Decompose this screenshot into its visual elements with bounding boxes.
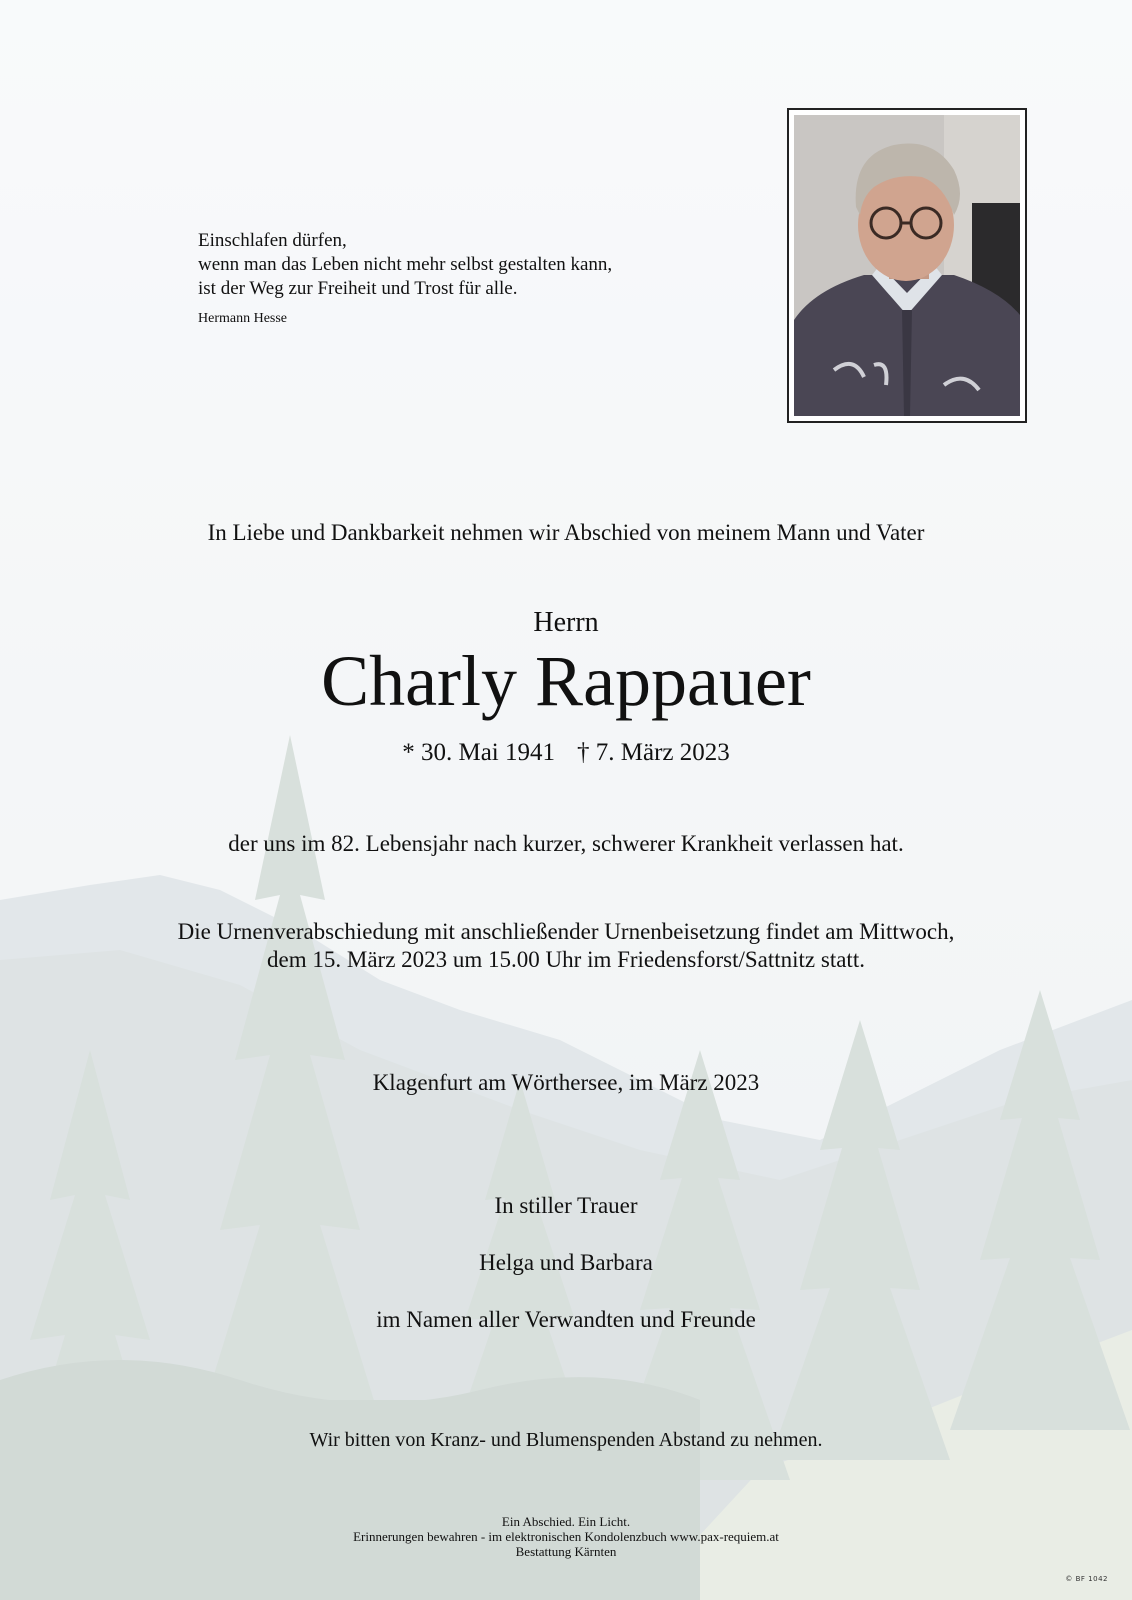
- life-dates: [0, 739, 1132, 767]
- footer: [0, 1514, 1132, 1559]
- place-and-date: Klagenfurt am Wörthersee, im März 2023: [372, 1070, 760, 1095]
- farewell-intro: In Liebe und Dankbarkeit nehmen wir Abschied von meinem Mann und Vater: [207, 520, 925, 545]
- quote-line: Einschlafen dürfen,: [198, 230, 347, 251]
- quote-author: Hermann Hesse: [198, 311, 288, 326]
- copyright-mark: © BF 1042: [1065, 1575, 1108, 1583]
- death-date: † 7. März 2023: [577, 739, 730, 766]
- footer-condolence-link: Erinnerungen bewahren - im elektronischen Kondolenzbuch www.pax-requiem.at: [353, 1529, 779, 1544]
- salutation: Herrn: [533, 607, 599, 638]
- quote-line: ist der Weg zur Freiheit und Trost für alle.: [198, 278, 518, 299]
- quote-line: wenn man das Leben nicht mehr selbst gestalten kann,: [198, 254, 613, 275]
- age-statement: der uns im 82. Lebensjahr nach kurzer, schwerer Krankheit verlassen hat.: [228, 831, 904, 856]
- portrait-frame: [787, 108, 1027, 423]
- mourning-phrase: In stiller Trauer: [494, 1193, 638, 1218]
- donation-request: Wir bitten von Kranz- und Blumenspenden Abstand zu nehmen.: [309, 1429, 823, 1451]
- portrait-photo: [794, 115, 1020, 416]
- birth-date: * 30. Mai 1941: [402, 739, 556, 766]
- poem-quote: [198, 229, 718, 331]
- relatives-line: im Namen aller Verwandten und Freunde: [376, 1307, 756, 1332]
- family-names: Helga und Barbara: [479, 1250, 653, 1275]
- footer-slogan: Ein Abschied. Ein Licht.: [501, 1514, 631, 1529]
- ceremony-line: dem 15. März 2023 um 15.00 Uhr im Friedensforst/Sattnitz statt.: [267, 947, 865, 972]
- deceased-name: Charly Rappauer: [321, 641, 811, 721]
- ceremony-line: Die Urnenverabschiedung mit anschließender Urnenbeisetzung findet am Mittwoch,: [177, 919, 955, 944]
- footer-funeral-home: Bestattung Kärnten: [515, 1544, 617, 1559]
- ceremony-details: [0, 918, 1132, 974]
